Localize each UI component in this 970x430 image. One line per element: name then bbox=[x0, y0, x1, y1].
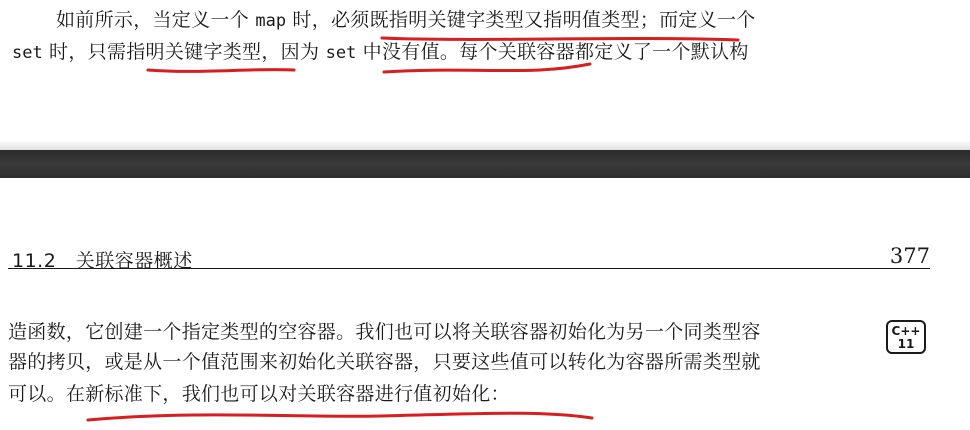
page-gap bbox=[0, 150, 970, 178]
text-segment: 中没有值。每个关联容器都定义了一个默认构 bbox=[356, 41, 749, 63]
cpp11-badge bbox=[886, 320, 926, 354]
text-line-1 bbox=[56, 8, 756, 33]
paragraph-line-1: 造函数，它创建一个指定类型的空容器。我们也可以将关联容器初始化为另一个同类型容 bbox=[8, 321, 761, 343]
badge-line-1: C++ bbox=[891, 324, 921, 338]
code-keyword: set bbox=[12, 43, 43, 63]
top-page bbox=[0, 0, 970, 150]
underline-mark bbox=[384, 64, 590, 72]
bottom-page bbox=[0, 178, 970, 430]
underline-mark bbox=[148, 70, 294, 72]
section-title: 11.2 关联容器概述 bbox=[12, 250, 193, 272]
page-number: 377 bbox=[889, 244, 930, 268]
badge-line-2: 11 bbox=[897, 337, 915, 351]
paragraph-line-3: 可以。在新标准下，我们也可以对关联容器进行值初始化： bbox=[8, 383, 510, 405]
text-line-2 bbox=[12, 40, 749, 65]
code-keyword: set bbox=[325, 43, 357, 63]
paragraph-line-2: 器的拷贝，或是从一个值范围来初始化关联容器，只要这些值可以转化为容器所需类型就 bbox=[8, 351, 761, 373]
text-segment: 时，只需指明关键字类型，因为 bbox=[42, 41, 326, 63]
underline-mark bbox=[88, 413, 592, 420]
text-segment: 如前所示，当定义一个 bbox=[56, 9, 256, 31]
code-keyword: map bbox=[255, 11, 287, 31]
text-segment: 时，必须既指明关键字类型又指明值类型；而定义一个 bbox=[286, 9, 756, 31]
header-rule bbox=[8, 268, 930, 269]
